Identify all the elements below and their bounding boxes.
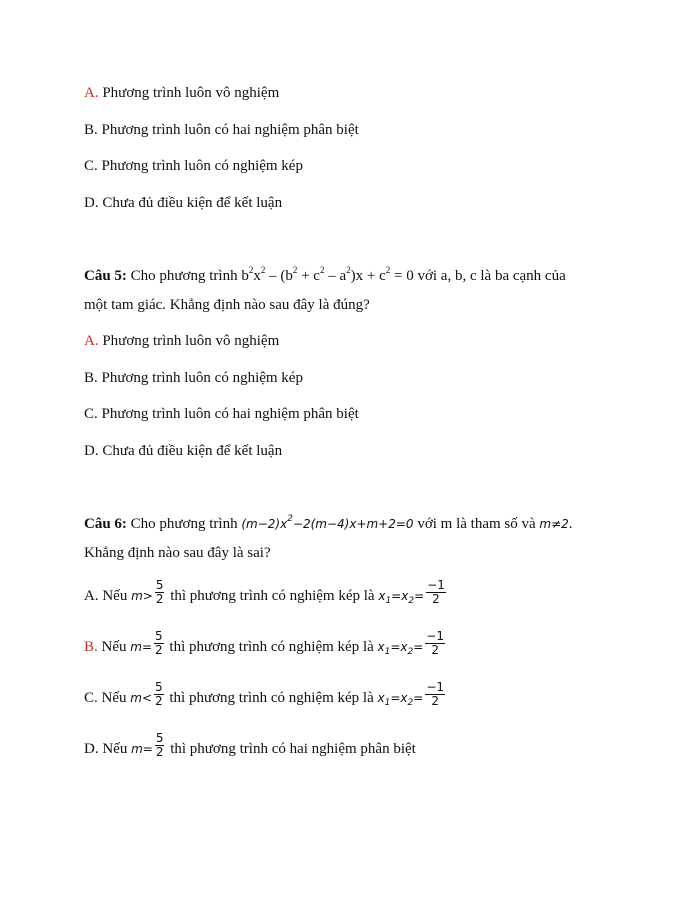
q6-stem: Câu 6: Cho phương trình $(m-2)x^2-2(m-4)x+m+2=0$ với m là tham số và m≠2. xyxy=(84,514,573,532)
q6-option-a-prefix: A. Nếu xyxy=(84,588,128,604)
q6-stem-line2: Khẳng định nào sau đây là sai? xyxy=(84,545,271,561)
q6-option-a-text: thì phương trình có nghiệm kép là xyxy=(170,588,375,604)
q6-condition: m≠2 xyxy=(539,517,569,531)
q6-option-d-prefix: D. Nếu xyxy=(84,741,128,757)
q6-option-d-cond: m= $\frac{5}{2}$ xyxy=(131,731,164,759)
q5-label: Câu 5: xyxy=(84,268,127,284)
q6-option-a xyxy=(84,578,448,606)
q6-middle: với m là tham số và xyxy=(417,516,536,532)
q6-label: Câu 6: xyxy=(84,516,127,532)
q6-option-b-letter: B. xyxy=(84,639,98,655)
q5-option-c: C. Phương trình luôn có hai nghiệm phân biệt xyxy=(84,406,359,422)
q6-equation: $(m-2)x^2-2(m-4)x+m+2=0$ xyxy=(241,514,414,531)
q5-option-a xyxy=(84,331,279,351)
q4-option-b: B. Phương trình luôn có hai nghiệm phân biệt xyxy=(84,122,359,138)
q5-option-d: D. Chưa đủ điều kiện để kết luận xyxy=(84,443,283,459)
q5-stem-line2: một tam giác. Khẳng định nào sau đây là đúng? xyxy=(84,297,370,313)
q4-option-a xyxy=(84,83,279,103)
q6-option-b-prefix: Nếu xyxy=(101,639,127,655)
q6-option-a-cond: m> $\frac{5}{2}$ xyxy=(131,578,164,606)
q6-option-c-roots: $x_1=x_2=$ $\frac{-1}{2}$ xyxy=(377,680,445,708)
q5-option-a-letter: A. xyxy=(84,333,99,349)
q4-option-d: D. Chưa đủ điều kiện để kết luận xyxy=(84,195,283,211)
q5-option-a-text: Phương trình luôn vô nghiệm xyxy=(102,333,280,349)
q6-option-b xyxy=(84,629,447,657)
q6-option-c xyxy=(84,680,447,708)
q6-option-c-text: thì phương trình có nghiệm kép là xyxy=(169,690,374,706)
q6-option-d-text: thì phương trình có hai nghiệm phân biệt xyxy=(170,741,416,757)
q6-option-c-cond: m< $\frac{5}{2}$ xyxy=(130,680,163,708)
q5-stem-text: Cho phương trình $b^2x^2 - (b^2 + c^2 - a^2)x + c^2 = 0$ với a, b, c là ba cạnh của xyxy=(130,265,566,284)
q6-option-b-text: thì phương trình có nghiệm kép là xyxy=(169,639,374,655)
q4-option-c: C. Phương trình luôn có nghiệm kép xyxy=(84,158,303,174)
q4-option-a-text: Phương trình luôn vô nghiệm xyxy=(102,85,280,101)
q6-option-b-cond: m= $\frac{5}{2}$ xyxy=(130,629,163,657)
q6-option-b-roots: $x_1=x_2=$ $\frac{-1}{2}$ xyxy=(377,629,445,657)
q6-intro: Cho phương trình xyxy=(130,516,238,532)
q5-stem xyxy=(84,266,566,286)
q6-option-c-prefix: C. Nếu xyxy=(84,690,127,706)
q6-option-d xyxy=(84,731,416,759)
q5-option-b: B. Phương trình luôn có nghiệm kép xyxy=(84,370,303,386)
q4-option-a-letter: A. xyxy=(84,85,99,101)
q6-option-a-roots: $x_1=x_2=$ $\frac{-1}{2}$ xyxy=(378,578,445,606)
